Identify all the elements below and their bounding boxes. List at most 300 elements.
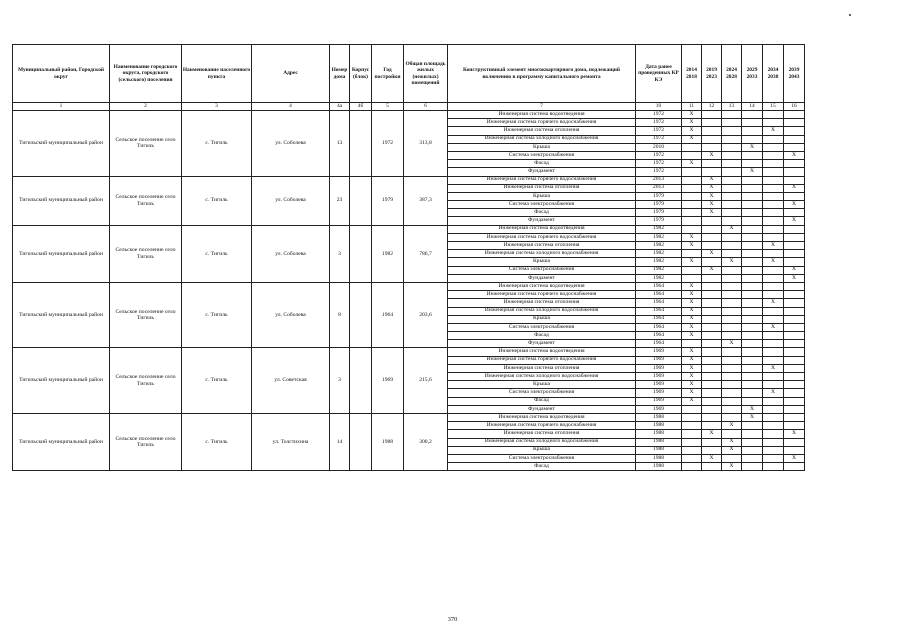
period-cell [722, 282, 742, 290]
period-cell [763, 184, 784, 192]
period-cell [702, 397, 722, 405]
period-cell: X [763, 299, 784, 307]
house-settlement: Сельское поселение село Тигиль [110, 413, 182, 470]
period-cell: X [702, 184, 722, 192]
prev-repair-date: 1988 [636, 430, 682, 438]
column-number: 16 [784, 103, 805, 111]
period-cell [763, 340, 784, 348]
prev-repair-date: 1988 [636, 454, 682, 462]
header-period: 2034 2038 [763, 45, 784, 103]
period-cell [722, 332, 742, 340]
period-cell [763, 176, 784, 184]
period-cell [702, 438, 722, 446]
period-cell: X [763, 323, 784, 331]
element-name: Инженерная система горячего водоснабжения [448, 233, 636, 241]
prev-repair-date: 1988 [636, 438, 682, 446]
period-cell [763, 348, 784, 356]
house-locality: с. Тигиль [182, 413, 252, 470]
period-cell [702, 307, 722, 315]
element-name: Инженерная система горячего водоснабжения [448, 422, 636, 430]
period-cell [763, 282, 784, 290]
period-cell [763, 274, 784, 282]
element-name: Система электроснабжения [448, 151, 636, 159]
period-cell: X [722, 258, 742, 266]
period-cell: X [682, 160, 702, 168]
house-number: 23 [330, 176, 350, 225]
period-cell: X [702, 151, 722, 159]
house-block [350, 282, 372, 348]
house-settlement: Сельское поселение село Тигиль [110, 348, 182, 414]
period-cell [702, 119, 722, 127]
period-cell: X [682, 119, 702, 127]
period-cell: X [682, 389, 702, 397]
header-period: 2019 2023 [702, 45, 722, 103]
period-cell: X [742, 143, 763, 151]
period-cell: X [763, 258, 784, 266]
period-cell [682, 446, 702, 454]
period-cell [722, 381, 742, 389]
period-cell [682, 184, 702, 192]
column-number: 12 [702, 103, 722, 111]
period-cell [722, 192, 742, 200]
period-cell [702, 217, 722, 225]
period-cell [702, 463, 722, 471]
header-period: 2029 2033 [742, 45, 763, 103]
period-cell: X [784, 274, 805, 282]
prev-repair-date: 1969 [636, 364, 682, 372]
period-cell: X [722, 340, 742, 348]
house-block [350, 225, 372, 282]
prev-repair-date: 1964 [636, 299, 682, 307]
prev-repair-date: 1982 [636, 258, 682, 266]
period-cell [702, 135, 722, 143]
period-cell [742, 438, 763, 446]
header-address: Адрес [252, 45, 330, 103]
element-name: Инженерная система горячего водоснабжения [448, 356, 636, 364]
period-cell: X [682, 364, 702, 372]
period-cell [784, 111, 805, 119]
column-number: 14 [742, 103, 763, 111]
period-cell [763, 438, 784, 446]
period-cell: X [702, 192, 722, 200]
period-cell [722, 315, 742, 323]
period-cell: X [784, 430, 805, 438]
prev-repair-date: 1972 [636, 111, 682, 119]
period-cell [763, 209, 784, 217]
period-cell: X [682, 111, 702, 119]
prev-repair-date: 1982 [636, 225, 682, 233]
period-cell [722, 119, 742, 127]
period-cell [702, 111, 722, 119]
period-cell [784, 307, 805, 315]
header-settlement: Наименование городского округа, городского (сельского) поселения [110, 45, 182, 103]
period-cell [784, 209, 805, 217]
element-name: Инженерная система водоотведения [448, 413, 636, 421]
house-address: ул. Соболева [252, 282, 330, 348]
period-cell [742, 364, 763, 372]
period-cell: X [682, 233, 702, 241]
period-cell [682, 168, 702, 176]
period-cell [742, 299, 763, 307]
house-settlement: Сельское поселение село Тигиль [110, 176, 182, 225]
period-cell [722, 373, 742, 381]
column-number: 2 [110, 103, 182, 111]
prev-repair-date: 1969 [636, 389, 682, 397]
period-cell [742, 307, 763, 315]
header-period: 2014 2018 [682, 45, 702, 103]
prev-repair-date: 1979 [636, 201, 682, 209]
prev-repair-date: 1969 [636, 356, 682, 364]
element-name: Инженерная система водоотведения [448, 348, 636, 356]
period-cell: X [742, 168, 763, 176]
period-cell: X [682, 135, 702, 143]
table-row [13, 413, 805, 421]
period-cell [763, 225, 784, 233]
period-cell [784, 143, 805, 151]
element-name: Инженерная система водоотведения [448, 282, 636, 290]
column-number: 4б [350, 103, 372, 111]
period-cell: X [702, 266, 722, 274]
period-cell [722, 364, 742, 372]
period-cell [742, 217, 763, 225]
house-locality: с. Тигиль [182, 282, 252, 348]
period-cell: X [722, 422, 742, 430]
house-year: 1988 [372, 413, 404, 470]
header-element: Конструктивный элемент многоквартирного дома, подлежащий включению в программу капитального ремонта [448, 45, 636, 103]
house-address: ул. Соболева [252, 111, 330, 177]
period-cell [742, 446, 763, 454]
period-cell [742, 233, 763, 241]
prev-repair-date: 1969 [636, 381, 682, 389]
period-cell: X [763, 242, 784, 250]
period-cell [682, 217, 702, 225]
element-name: Крыша [448, 315, 636, 323]
period-cell: X [702, 430, 722, 438]
period-cell [722, 397, 742, 405]
period-cell [742, 274, 763, 282]
period-cell [682, 430, 702, 438]
period-cell [784, 250, 805, 258]
period-cell: X [763, 364, 784, 372]
prev-repair-date: 1972 [636, 160, 682, 168]
element-name: Инженерная система отопления [448, 364, 636, 372]
page-number: 370 [447, 616, 458, 623]
period-cell [784, 225, 805, 233]
period-cell [784, 160, 805, 168]
period-cell [742, 430, 763, 438]
period-cell [763, 373, 784, 381]
element-name: Фасад [448, 332, 636, 340]
period-cell [742, 340, 763, 348]
prev-repair-date: 1969 [636, 348, 682, 356]
period-cell: X [784, 266, 805, 274]
period-cell [742, 348, 763, 356]
period-cell: X [682, 307, 702, 315]
prev-repair-date: 1982 [636, 250, 682, 258]
prev-repair-date: 1969 [636, 373, 682, 381]
period-cell: X [784, 151, 805, 159]
house-block [350, 111, 372, 177]
period-cell: X [742, 405, 763, 413]
prev-repair-date: 1988 [636, 446, 682, 454]
period-cell [702, 323, 722, 331]
house-settlement: Сельское поселение село Тигиль [110, 225, 182, 282]
column-number: 3 [182, 103, 252, 111]
house-number: 14 [330, 413, 350, 470]
period-cell [682, 209, 702, 217]
prev-repair-date: 1964 [636, 291, 682, 299]
period-cell [784, 381, 805, 389]
period-cell [722, 266, 742, 274]
period-cell [784, 282, 805, 290]
house-locality: с. Тигиль [182, 111, 252, 177]
period-cell [742, 192, 763, 200]
element-name: Система электроснабжения [448, 454, 636, 462]
house-area: 387,3 [404, 176, 448, 225]
period-cell [784, 315, 805, 323]
period-cell [702, 405, 722, 413]
period-cell [702, 446, 722, 454]
period-cell [784, 291, 805, 299]
period-cell [722, 111, 742, 119]
element-name: Система электроснабжения [448, 266, 636, 274]
house-address: ул. Соболева [252, 225, 330, 282]
prev-repair-date: 2013 [636, 176, 682, 184]
element-name: Инженерная система холодного водоснабжения [448, 250, 636, 258]
period-cell [784, 364, 805, 372]
period-cell [742, 315, 763, 323]
period-cell [702, 332, 722, 340]
header-district: Муниципальный район, Городской округ [13, 45, 110, 103]
capital-repair-table [12, 44, 805, 471]
house-year: 1969 [372, 348, 404, 414]
header-locality: Наименование населенного пункта [182, 45, 252, 103]
element-name: Инженерная система холодного водоснабжения [448, 373, 636, 381]
element-name: Фундамент [448, 217, 636, 225]
prev-repair-date: 1964 [636, 282, 682, 290]
house-year: 1982 [372, 225, 404, 282]
element-name: Фундамент [448, 340, 636, 348]
period-cell [702, 315, 722, 323]
period-cell [702, 225, 722, 233]
period-cell: X [763, 389, 784, 397]
period-cell [763, 233, 784, 241]
period-cell [702, 127, 722, 135]
table-row [13, 111, 805, 119]
column-number: 15 [763, 103, 784, 111]
period-cell [763, 430, 784, 438]
column-number-row [13, 103, 805, 111]
period-cell [702, 364, 722, 372]
period-cell [702, 413, 722, 421]
period-cell [784, 242, 805, 250]
period-cell [702, 258, 722, 266]
house-address: ул. Соболева [252, 176, 330, 225]
period-cell [682, 463, 702, 471]
house-district: Тигильский муниципальный район [13, 176, 110, 225]
prev-repair-date: 1982 [636, 242, 682, 250]
header-area: Общая площадь жилых (нежилых) помещений [404, 45, 448, 103]
period-cell [722, 413, 742, 421]
period-cell [722, 389, 742, 397]
element-name: Крыша [448, 446, 636, 454]
period-cell [784, 356, 805, 364]
prev-repair-date: 1988 [636, 413, 682, 421]
period-cell [722, 233, 742, 241]
period-cell [784, 176, 805, 184]
period-cell [784, 397, 805, 405]
header-prev-date: Дата ранее проведенных КР КЭ [636, 45, 682, 103]
period-cell: X [682, 373, 702, 381]
period-cell [742, 389, 763, 397]
element-name: Инженерная система горячего водоснабжения [448, 119, 636, 127]
period-cell [742, 381, 763, 389]
element-name: Инженерная система горячего водоснабжения [448, 176, 636, 184]
element-name: Фасад [448, 160, 636, 168]
element-name: Инженерная система водоотведения [448, 111, 636, 119]
period-cell: X [702, 176, 722, 184]
element-name: Система электроснабжения [448, 323, 636, 331]
period-cell [742, 282, 763, 290]
period-cell: X [682, 258, 702, 266]
period-cell [763, 454, 784, 462]
header-block: Корпус (блок) [350, 45, 372, 103]
element-name: Инженерная система отопления [448, 127, 636, 135]
element-name: Крыша [448, 258, 636, 266]
period-cell [722, 250, 742, 258]
period-cell [722, 323, 742, 331]
header-year: Год постройки [372, 45, 404, 103]
period-cell [763, 332, 784, 340]
period-cell [763, 151, 784, 159]
period-cell: X [682, 127, 702, 135]
period-cell [763, 143, 784, 151]
prev-repair-date: 1964 [636, 332, 682, 340]
prev-repair-date: 1979 [636, 192, 682, 200]
house-address: ул. Советская [252, 348, 330, 414]
period-cell [763, 266, 784, 274]
period-cell [742, 242, 763, 250]
house-locality: с. Тигиль [182, 225, 252, 282]
period-cell [763, 397, 784, 405]
column-number: 1 [13, 103, 110, 111]
period-cell [763, 135, 784, 143]
element-name: Фундамент [448, 274, 636, 282]
element-name: Инженерная система горячего водоснабжения [448, 291, 636, 299]
period-cell [702, 282, 722, 290]
house-district: Тигильский муниципальный район [13, 413, 110, 470]
period-cell [722, 299, 742, 307]
period-cell [784, 332, 805, 340]
column-number: 4а [330, 103, 350, 111]
period-cell [763, 201, 784, 209]
period-cell [682, 422, 702, 430]
period-cell: X [682, 323, 702, 331]
period-cell: X [784, 184, 805, 192]
element-name: Фундамент [448, 168, 636, 176]
period-cell [763, 315, 784, 323]
period-cell [722, 242, 742, 250]
period-cell [742, 250, 763, 258]
period-cell [742, 323, 763, 331]
period-cell [763, 381, 784, 389]
period-cell [722, 430, 742, 438]
header-period: 2024 2028 [722, 45, 742, 103]
period-cell [763, 192, 784, 200]
element-name: Инженерная система холодного водоснабжения [448, 135, 636, 143]
house-area: 203,6 [404, 282, 448, 348]
period-cell [763, 250, 784, 258]
period-cell: X [702, 209, 722, 217]
period-cell [682, 192, 702, 200]
period-cell [682, 201, 702, 209]
prev-repair-date: 1982 [636, 233, 682, 241]
table-row [13, 348, 805, 356]
element-name: Крыша [448, 143, 636, 151]
column-number: 5 [372, 103, 404, 111]
period-cell [722, 209, 742, 217]
period-cell: X [682, 299, 702, 307]
period-cell [763, 217, 784, 225]
period-cell [722, 356, 742, 364]
prev-repair-date: 1972 [636, 119, 682, 127]
period-cell [784, 413, 805, 421]
element-name: Инженерная система отопления [448, 430, 636, 438]
period-cell [784, 422, 805, 430]
period-cell: X [682, 348, 702, 356]
period-cell [784, 323, 805, 331]
period-cell [784, 192, 805, 200]
prev-repair-date: 1979 [636, 217, 682, 225]
period-cell [702, 233, 722, 241]
header-row [13, 45, 805, 103]
element-name: Крыша [448, 381, 636, 389]
house-area: 215,6 [404, 348, 448, 414]
period-cell [763, 168, 784, 176]
period-cell [722, 201, 742, 209]
period-cell [742, 454, 763, 462]
period-cell: X [784, 217, 805, 225]
period-cell [682, 151, 702, 159]
period-cell [722, 217, 742, 225]
period-cell [682, 250, 702, 258]
period-cell [763, 422, 784, 430]
column-number: 6 [404, 103, 448, 111]
period-cell [702, 274, 722, 282]
period-cell [702, 381, 722, 389]
period-cell [722, 168, 742, 176]
period-cell [722, 184, 742, 192]
period-cell: X [702, 454, 722, 462]
prev-repair-date: 1988 [636, 463, 682, 471]
period-cell [784, 463, 805, 471]
period-cell: X [722, 225, 742, 233]
period-cell [722, 160, 742, 168]
period-cell [682, 438, 702, 446]
period-cell: X [784, 201, 805, 209]
house-year: 1964 [372, 282, 404, 348]
period-cell [784, 373, 805, 381]
period-cell: X [722, 463, 742, 471]
period-cell: X [784, 454, 805, 462]
period-cell [784, 119, 805, 127]
period-cell [763, 307, 784, 315]
prev-repair-date: 1982 [636, 274, 682, 282]
period-cell [722, 291, 742, 299]
period-cell [702, 160, 722, 168]
period-cell [742, 463, 763, 471]
prev-repair-date: 1982 [636, 266, 682, 274]
